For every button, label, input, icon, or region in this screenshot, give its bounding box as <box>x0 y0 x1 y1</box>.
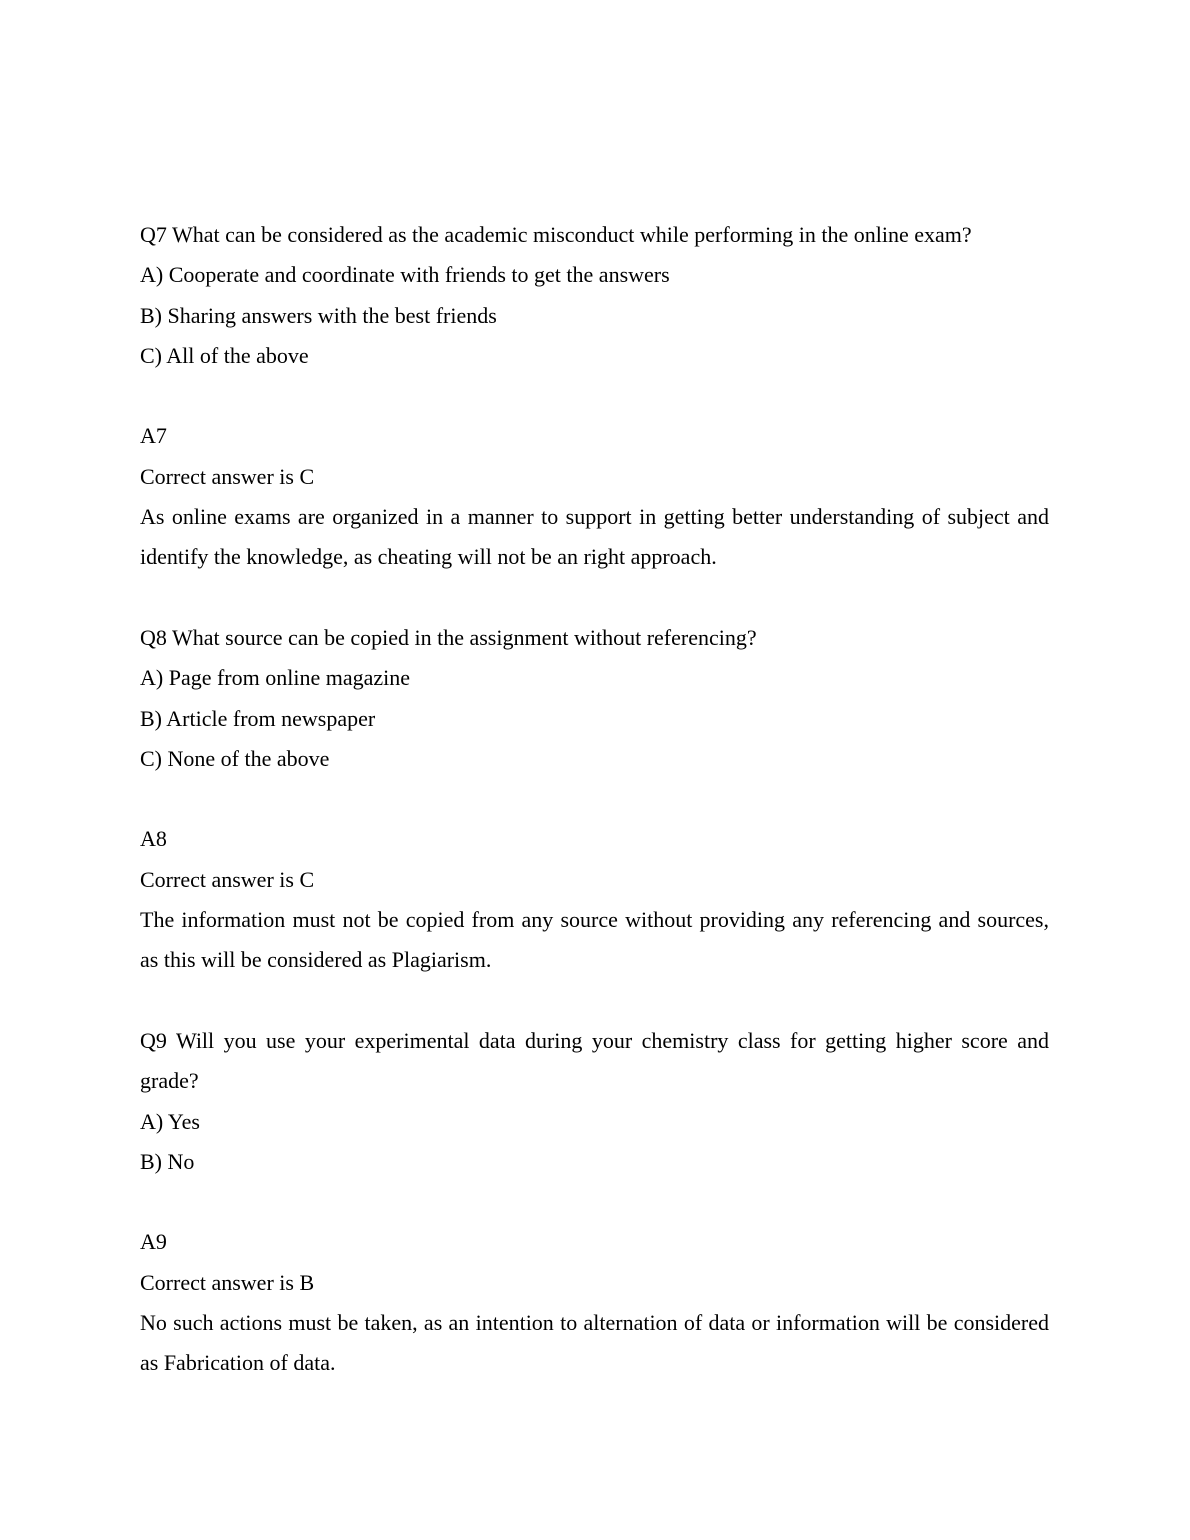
option-a: A) Cooperate and coordinate with friends to get the answers <box>140 262 670 288</box>
question-text: Q9 Will you use your experimental data during your chemistry class for getting higher score and grade? <box>140 1027 1049 1094</box>
answer-explanation: As online exams are organized in a manner to support in getting better understanding of subject and identify the knowledge, as cheating will not be an right approach. <box>140 504 1049 570</box>
option-b: B) Sharing answers with the best friends <box>140 302 497 328</box>
document-page <box>140 215 1049 1384</box>
answer-id: A8 <box>140 826 167 852</box>
answer-explanation: No such actions must be taken, as an intention to alternation of data or information will be considered as Fabrication of data. <box>140 1310 1049 1376</box>
answer-id: A9 <box>140 1229 167 1255</box>
correct-answer: Correct answer is B <box>140 1269 315 1295</box>
answer-block-a9 <box>140 1222 1049 1383</box>
question-block-q9 <box>140 1021 1049 1182</box>
correct-answer: Correct answer is C <box>140 463 315 489</box>
option-c: C) All of the above <box>140 342 309 368</box>
spacer <box>140 1182 1049 1222</box>
question-text: Q7 What can be considered as the academic misconduct while performing in the online exam? <box>140 222 972 247</box>
answer-explanation: The information must not be copied from any source without providing any referencing and sources, as this will be considered as Plagiarism. <box>140 907 1049 973</box>
option-b: B) Article from newspaper <box>140 705 376 731</box>
spacer <box>140 376 1049 416</box>
question-text: Q8 What source can be copied in the assignment without referencing? <box>140 624 757 650</box>
spacer <box>140 779 1049 819</box>
spacer <box>140 578 1049 618</box>
option-a: A) Yes <box>140 1108 200 1134</box>
answer-id: A7 <box>140 423 167 449</box>
answer-block-a7 <box>140 416 1049 577</box>
option-b: B) No <box>140 1148 195 1174</box>
answer-block-a8 <box>140 819 1049 980</box>
option-c: C) None of the above <box>140 745 330 771</box>
question-block-q8 <box>140 618 1049 779</box>
question-block-q7 <box>140 215 1049 376</box>
correct-answer: Correct answer is C <box>140 866 315 892</box>
option-a: A) Page from online magazine <box>140 665 411 691</box>
spacer <box>140 981 1049 1021</box>
